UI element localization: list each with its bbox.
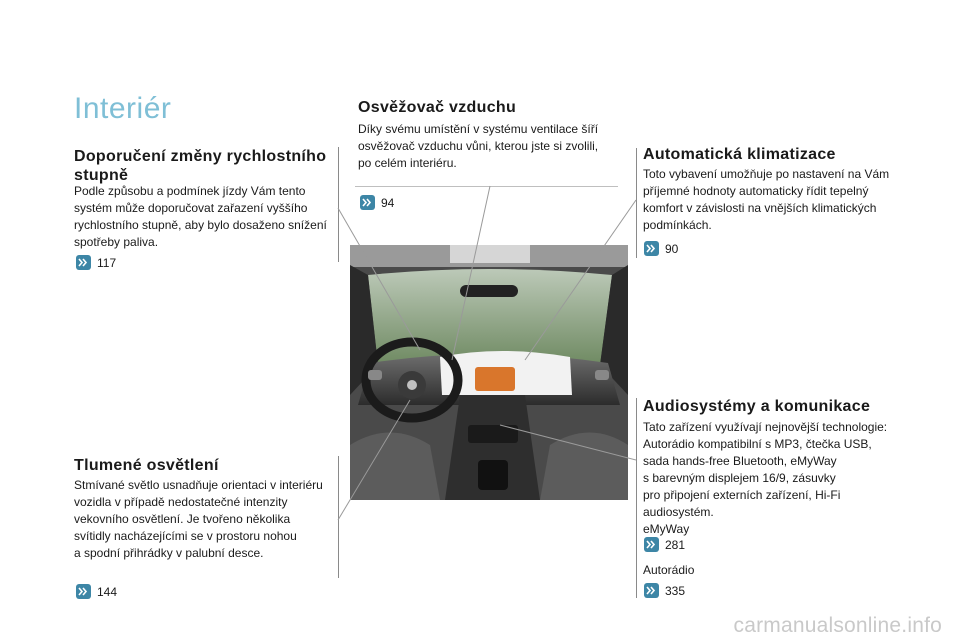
text-line: příjemné hodnoty automaticky řídit tepelný xyxy=(643,184,869,198)
text-line: svítidly nacházejícími se v prostoru nohou xyxy=(74,529,297,543)
watermark: carmanualsonline.info xyxy=(733,614,942,637)
air-freshener-heading: Osvěžovač vzduchu xyxy=(358,99,517,116)
ambient-lighting-heading: Tlumené osvětlení xyxy=(74,457,219,474)
text-line: Toto vybavení umožňuje po nastavení na Vám xyxy=(643,167,890,181)
page-title: Interiér xyxy=(74,92,172,125)
text-line: Díky svému umístění v systému ventilace šíří xyxy=(358,122,599,136)
text-line: a spodní přihrádky v palubní desce. xyxy=(74,546,264,560)
text-line: vekovního osvětlení. Je tvořeno několika xyxy=(74,512,291,526)
page-number: 335 xyxy=(665,583,686,598)
text-line: podmínkách. xyxy=(643,218,712,232)
text-line: rychlostního stupně, aby bylo dosaženo snížení xyxy=(74,218,327,232)
text-line: pro připojení externích zařízení, Hi-Fi xyxy=(643,488,841,502)
page-number: 90 xyxy=(665,241,679,256)
page-number: 117 xyxy=(97,255,117,270)
text-line: audiosystém. xyxy=(643,505,714,519)
text-line: Podle způsobu a podmínek jízdy Vám tento xyxy=(74,184,306,198)
autoradio-label: Autorádio xyxy=(643,563,695,577)
text-line: Tato zařízení využívají nejnovější technologie: xyxy=(643,420,888,434)
text-line: s barevným displejem 16/9, zásuvky xyxy=(643,471,836,485)
page-number: 144 xyxy=(97,584,118,599)
text-line: Stmívané světlo usnadňuje orientaci v interiéru xyxy=(74,478,323,492)
text-line: komfort v závislosti na vnějších klimatických xyxy=(643,201,877,215)
page-number: 281 xyxy=(665,537,686,552)
text-line: systém může doporučovat zařazení vyššího xyxy=(74,201,308,215)
text-line: osvěžovač vzduchu vůni, kterou jste si zvolili, xyxy=(358,139,599,153)
text-line: spotřeby paliva. xyxy=(74,235,159,249)
page-number: 94 xyxy=(381,195,395,210)
gear-shift-heading: Doporučení změny rychlostního stupně xyxy=(74,148,327,184)
text-line: Autorádio kompatibilní s MP3, čtečka USB, xyxy=(643,437,872,451)
climate-control-heading: Automatická klimatizace xyxy=(643,146,836,163)
text-line: po celém interiéru. xyxy=(358,156,457,170)
text-line: vozidla v případě nedostatečné intenzity xyxy=(74,495,288,509)
text-line: sada hands-free Bluetooth, eMyWay xyxy=(643,454,837,468)
text-line: eMyWay xyxy=(643,522,690,536)
audio-systems-heading: Audiosystémy a komunikace xyxy=(643,398,871,415)
